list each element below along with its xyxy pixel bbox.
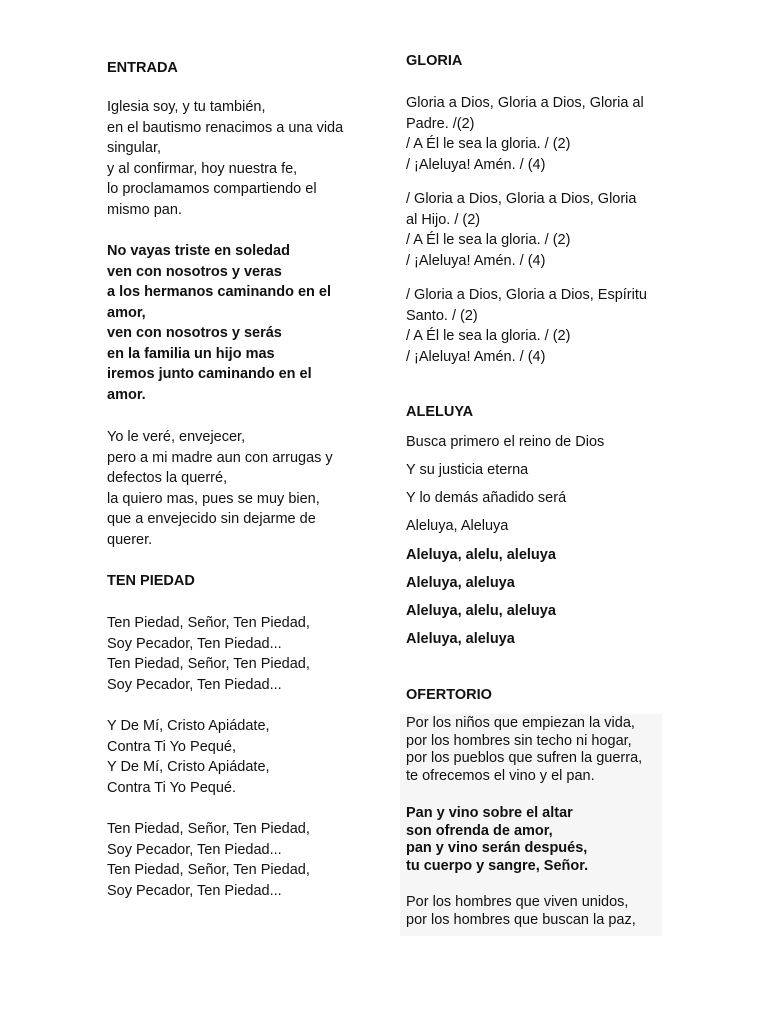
entrada-chorus [107,241,369,405]
lyric-line: al Hijo. / (2) [406,211,481,228]
lyric-line: pan y vino serán después, [406,840,588,856]
ofertorio-heading: OFERTORIO [406,687,492,703]
gloria-stanza-1 [406,93,668,175]
lyric-line: Por los niños que empiezan la vida, [406,715,635,731]
lyric-line: ven con nosotros y veras [107,263,282,280]
lyric-line: que a envejecido sin dejarme de [107,511,316,527]
lyric-line: por los pueblos que sufren la guerra, [406,750,643,766]
lyric-line: Pan y vino sobre el altar [406,805,573,821]
lyric-line: / ¡Aleluya! Amén. / (4) [406,252,546,269]
lyric-line: Iglesia soy, y tu también, [107,99,266,115]
lyric-line: Ten Piedad, Señor, Ten Piedad, [107,615,310,631]
lyric-line: Ten Piedad, Señor, Ten Piedad, [107,656,310,672]
lyric-line: Aleluya, alelu, aleluya [406,547,556,563]
lyric-line: tu cuerpo y sangre, Señor. [406,857,589,874]
lyric-line: / A Él le sea la gloria. / (2) [406,328,571,344]
lyric-line: a los hermanos caminando en el [107,284,332,300]
lyric-line: Aleluya, Aleluya [406,518,509,535]
lyric-line: Soy Pecador, Ten Piedad... [107,635,282,652]
lyric-line: y al confirmar, hoy nuestra fe, [107,160,298,177]
lyric-line: querer. [107,531,153,548]
ten-piedad-stanza-1 [107,613,369,695]
lyric-line: Soy Pecador, Ten Piedad... [107,841,282,858]
lyric-line: Y De Mí, Cristo Apiádate, [107,759,270,775]
ofertorio-verse-2 [406,894,668,929]
lyric-line: pero a mi madre aun con arrugas y [107,449,333,466]
lyric-line: en la familia un hijo mas [107,345,275,362]
gloria-stanza-3 [406,285,668,367]
ten-piedad-stanza-2 [107,716,369,798]
lyric-line: Aleluya, aleluya [406,575,515,592]
lyric-line: por los hombres que buscan la paz, [406,911,636,928]
aleluya-lines [406,432,668,544]
lyric-line: Gloria a Dios, Gloria a Dios, Gloria al [406,95,644,111]
ten-piedad-heading: TEN PIEDAD [107,573,195,589]
lyric-line: Aleluya, aleluya [406,631,515,648]
ten-piedad-stanza-3 [107,819,369,901]
entrada-heading: ENTRADA [107,60,178,76]
lyric-line: iremos junto caminando en el [107,366,312,382]
lyric-line: Aleluya, alelu, aleluya [406,603,556,620]
lyric-line: / Gloria a Dios, Gloria a Dios, Gloria [406,191,637,207]
lyric-line: Por los hombres que viven unidos, [406,894,629,910]
lyric-line: por los hombres sin techo ni hogar, [406,732,632,749]
gloria-stanza-2 [406,189,668,271]
lyric-line: Soy Pecador, Ten Piedad... [107,676,282,693]
lyric-line: lo proclamamos compartiendo el [107,181,317,197]
lyric-line: defectos la querré, [107,470,228,486]
lyric-line: Contra Ti Yo Pequé, [107,738,236,755]
entrada-verse-2 [107,427,369,550]
lyric-line: Ten Piedad, Señor, Ten Piedad, [107,821,310,837]
aleluya-refrain [406,545,668,657]
lyric-line: Santo. / (2) [406,307,478,324]
entrada-verse-1 [107,97,369,220]
lyric-line: mismo pan. [107,201,182,218]
lyric-line: Busca primero el reino de Dios [406,434,605,450]
aleluya-heading: ALELUYA [406,404,474,420]
lyric-line: Yo le veré, envejecer, [107,429,246,445]
lyric-line: la quiero mas, pues se muy bien, [107,490,320,507]
lyric-line: Y lo demás añadido será [406,490,567,507]
lyric-line: Soy Pecador, Ten Piedad... [107,882,282,899]
gloria-heading: GLORIA [406,53,463,69]
lyric-line: Ten Piedad, Señor, Ten Piedad, [107,862,310,878]
lyric-line: / ¡Aleluya! Amén. / (4) [406,156,546,173]
lyric-line: amor, [107,304,146,321]
lyric-line: Padre. /(2) [406,115,475,132]
lyric-line: / Gloria a Dios, Gloria a Dios, Espíritu [406,287,647,303]
lyric-line: / A Él le sea la gloria. / (2) [406,136,571,152]
lyric-line: No vayas triste en soledad [107,243,290,259]
lyric-line: Y De Mí, Cristo Apiádate, [107,718,270,734]
lyric-line: ven con nosotros y serás [107,325,282,341]
lyric-line: en el bautismo renacimos a una vida [107,119,344,136]
lyric-line: Contra Ti Yo Pequé. [107,779,236,796]
lyric-line: amor. [107,386,146,403]
lyric-line: / A Él le sea la gloria. / (2) [406,232,571,248]
ofertorio-verse-1 [406,715,668,785]
lyric-line: / ¡Aleluya! Amén. / (4) [406,348,546,365]
lyric-line: Y su justicia eterna [406,462,529,479]
lyric-line: singular, [107,140,162,156]
ofertorio-chorus [406,805,668,875]
lyric-line: te ofrecemos el vino y el pan. [406,767,595,784]
lyric-line: son ofrenda de amor, [406,822,553,839]
